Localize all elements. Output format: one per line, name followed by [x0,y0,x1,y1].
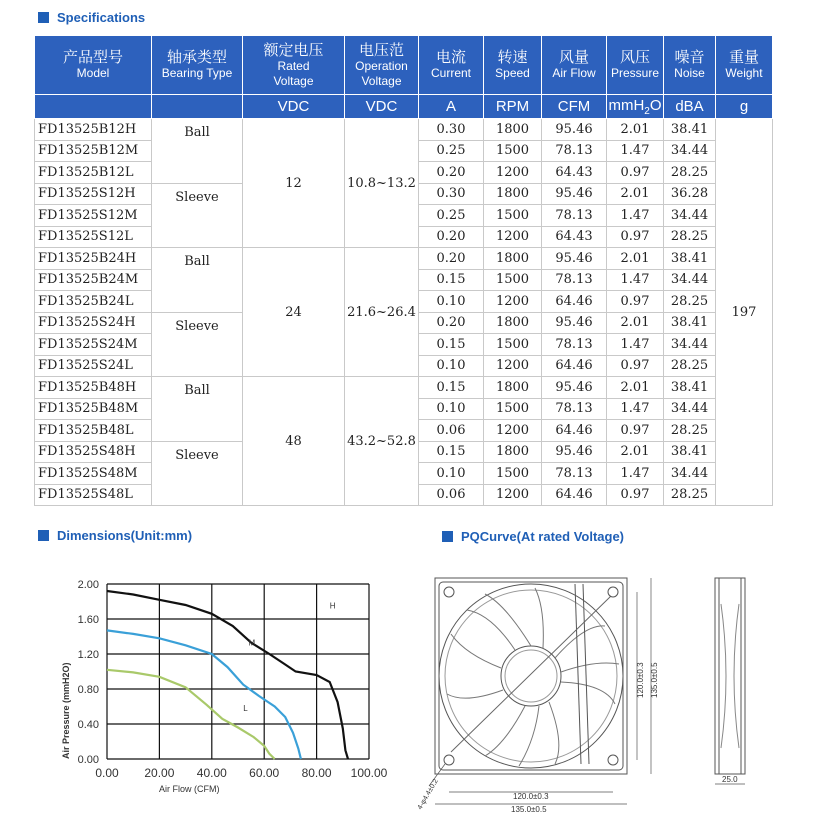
x-tick-label: 100.00 [350,766,388,780]
airflow-cell: 95.46 [542,119,607,141]
model-cell: FD13525S24L [35,355,152,377]
airflow-cell: 64.46 [542,484,607,506]
model-cell: FD13525B48H [35,377,152,399]
speed-cell: 1200 [484,484,542,506]
blade [561,663,619,672]
unit-pressure [607,95,664,119]
current-cell: 0.10 [419,463,484,485]
header-zh: 噪音 [674,49,705,66]
series-label-m: M [248,638,256,648]
header-zh: 电流 [435,49,466,66]
dim-width-outer: 135.0±0.5 [511,805,547,814]
rated-voltage-cell: 24 [243,248,345,377]
header-en: Pressure [610,66,660,80]
header-zh: 风压 [619,49,650,66]
noise-cell: 34.44 [664,205,716,227]
bullet-square-icon [442,531,453,542]
speed-cell: 1200 [484,420,542,442]
unit-row [35,95,773,119]
dim-thickness: 25.0 [722,775,738,784]
unit-blank [35,95,152,119]
pressure-cell: 2.01 [607,119,664,141]
header-en: Voltage [273,73,314,88]
pressure-cell: 1.47 [607,205,664,227]
speed-cell: 1200 [484,355,542,377]
pressure-cell: 1.47 [607,398,664,420]
speed-cell: 1500 [484,269,542,291]
airflow-cell: 78.13 [542,334,607,356]
y-tick-label: 0.00 [77,754,99,766]
current-cell: 0.30 [419,119,484,141]
unit-weight: g [716,95,773,119]
bearing-cell: Sleeve [152,183,243,248]
fan-hub-inner [505,650,557,702]
current-cell: 0.15 [419,377,484,399]
mount-hole [608,587,618,597]
current-cell: 0.20 [419,226,484,248]
airflow-cell: 78.13 [542,205,607,227]
model-cell: FD13525B48M [35,398,152,420]
wire-channel [575,584,581,764]
series-line-l [107,670,275,759]
table-row [35,119,773,141]
current-cell: 0.25 [419,140,484,162]
model-cell: FD13525S12M [35,205,152,227]
fan-front-view [435,578,627,774]
speed-cell: 1800 [484,119,542,141]
dim-width-inner: 120.0±0.3 [513,792,549,801]
bullet-square-icon [38,530,49,541]
model-cell: FD13525S48M [35,463,152,485]
dim-height-inner: 120.0±0.3 [636,662,645,698]
table-row [35,248,773,270]
pressure-cell: 0.97 [607,355,664,377]
current-cell: 0.20 [419,162,484,184]
pressure-cell: 0.97 [607,162,664,184]
fan-side-view [715,578,745,784]
airflow-cell: 95.46 [542,248,607,270]
pqcurve-title: PQCurve(At rated Voltage) [461,529,625,544]
airflow-cell: 64.43 [542,162,607,184]
model-cell: FD13525B24M [35,269,152,291]
speed-cell: 1800 [484,441,542,463]
noise-cell: 34.44 [664,334,716,356]
mount-hole [608,755,618,765]
operation-voltage-cell: 10.8~13.2 [345,119,419,248]
unit-rated: VDC [243,95,345,119]
current-cell: 0.15 [419,334,484,356]
airflow-cell: 78.13 [542,463,607,485]
specifications-title: Specifications [57,10,146,25]
header-airflow [542,36,607,95]
airflow-cell: 64.46 [542,420,607,442]
header-en: Rated [277,58,310,73]
model-cell: FD13525B12L [35,162,152,184]
x-tick-label: 20.00 [144,766,175,780]
table-row [35,377,773,399]
noise-cell: 38.41 [664,441,716,463]
y-tick-label: 2.00 [77,579,99,591]
current-cell: 0.06 [419,420,484,442]
noise-cell: 28.25 [664,420,716,442]
fan-hub [501,646,561,706]
operation-voltage-cell: 43.2~52.8 [345,377,419,506]
y-tick-label: 1.20 [77,649,99,661]
pressure-cell: 2.01 [607,377,664,399]
speed-cell: 1500 [484,140,542,162]
header-pressure [607,36,664,95]
header-zh: 重量 [728,49,759,66]
unit-sub: 2 [644,105,650,117]
current-cell: 0.25 [419,205,484,227]
bearing-cell: Sleeve [152,312,243,377]
noise-cell: 28.25 [664,484,716,506]
airflow-cell: 95.46 [542,312,607,334]
airflow-cell: 78.13 [542,140,607,162]
noise-cell: 38.41 [664,312,716,334]
airflow-cell: 64.43 [542,226,607,248]
x-axis-label: Air Flow (CFM) [159,784,220,794]
current-cell: 0.10 [419,398,484,420]
speed-cell: 1500 [484,463,542,485]
noise-cell: 38.41 [664,248,716,270]
airflow-cell: 95.46 [542,377,607,399]
airflow-cell: 64.46 [542,355,607,377]
speed-cell: 1200 [484,226,542,248]
unit-o: O [649,96,662,114]
x-tick-label: 0.00 [95,766,119,780]
bearing-cell: Ball [152,248,243,313]
weight-cell: 197 [716,119,773,506]
header-operation-voltage [345,36,419,95]
dimension-drawing [415,564,815,820]
unit-speed: RPM [484,95,542,119]
header-en: Bearing Type [161,66,233,80]
specifications-heading [38,10,145,25]
series-line-m [107,630,301,759]
speed-cell: 1200 [484,162,542,184]
model-cell: FD13525B48L [35,420,152,442]
speed-cell: 1800 [484,248,542,270]
bearing-cell: Ball [152,377,243,442]
header-en: Model [76,66,110,80]
noise-cell: 36.28 [664,183,716,205]
speed-cell: 1500 [484,205,542,227]
header-speed [484,36,542,95]
y-tick-label: 0.40 [77,719,99,731]
pressure-cell: 1.47 [607,463,664,485]
airflow-cell: 95.46 [542,441,607,463]
unit-blank [152,95,243,119]
mount-hole [444,587,454,597]
y-tick-label: 0.80 [77,684,99,696]
bearing-cell: Ball [152,119,243,184]
noise-cell: 28.25 [664,226,716,248]
model-cell: FD13525S12L [35,226,152,248]
header-weight [716,36,773,95]
unit-airflow: CFM [542,95,607,119]
noise-cell: 34.44 [664,269,716,291]
pressure-cell: 0.97 [607,226,664,248]
unit-operation: VDC [345,95,419,119]
header-en: Noise [674,66,705,80]
airflow-cell: 95.46 [542,183,607,205]
noise-cell: 28.25 [664,162,716,184]
blade [535,588,543,648]
current-cell: 0.06 [419,484,484,506]
speed-cell: 1800 [484,183,542,205]
mounting-hole-label: 4-φ4.4±0.2 [416,777,440,811]
rated-voltage-cell: 48 [243,377,345,506]
model-cell: FD13525B24L [35,291,152,313]
header-zh: 电压范 [358,41,404,59]
blade [555,626,605,658]
dimensions-heading [38,528,192,543]
pressure-cell: 1.47 [607,269,664,291]
rated-voltage-cell: 12 [243,119,345,248]
specification-table [34,35,773,506]
series-label-l: L [243,703,248,713]
airflow-cell: 64.46 [542,291,607,313]
header-rated-voltage [243,36,345,95]
current-cell: 0.20 [419,248,484,270]
noise-cell: 34.44 [664,140,716,162]
pressure-cell: 1.47 [607,140,664,162]
model-cell: FD13525S12H [35,183,152,205]
header-row [35,36,773,95]
speed-cell: 1200 [484,291,542,313]
noise-cell: 28.25 [664,355,716,377]
model-cell: FD13525S48L [35,484,152,506]
header-current [419,36,484,95]
pqcurve-heading [442,529,624,544]
y-tick-label: 1.60 [77,614,99,626]
x-tick-label: 40.00 [196,766,227,780]
speed-cell: 1800 [484,377,542,399]
dim-height-outer: 135.0±0.5 [650,662,659,698]
noise-cell: 38.41 [664,119,716,141]
noise-cell: 34.44 [664,398,716,420]
pressure-cell: 2.01 [607,183,664,205]
pressure-cell: 2.01 [607,312,664,334]
model-cell: FD13525B12M [35,140,152,162]
current-cell: 0.10 [419,291,484,313]
header-zh: 轴承类型 [166,49,227,66]
wire-channel [583,584,589,764]
airflow-cell: 78.13 [542,398,607,420]
current-cell: 0.20 [419,312,484,334]
unit-noise: dBA [664,95,716,119]
header-zh: 额定电压 [263,41,324,59]
model-cell: FD13525S24M [35,334,152,356]
noise-cell: 34.44 [664,463,716,485]
dimensions-title: Dimensions(Unit:mm) [57,528,193,543]
model-cell: FD13525B12H [35,119,152,141]
frame-outline [435,578,627,774]
current-cell: 0.30 [419,183,484,205]
bullet-square-icon [38,12,49,23]
model-cell: FD13525S24H [35,312,152,334]
current-cell: 0.15 [419,269,484,291]
noise-cell: 28.25 [664,291,716,313]
speed-cell: 1500 [484,398,542,420]
model-cell: FD13525B24H [35,248,152,270]
strut [451,596,611,752]
header-zh: 产品型号 [62,49,123,66]
blade [485,594,531,646]
operation-voltage-cell: 21.6~26.4 [345,248,419,377]
y-axis-label: Air Pressure (mmH2O) [61,662,71,759]
blade [549,702,559,764]
header-en: Weight [725,66,763,80]
header-zh: 风量 [558,49,589,66]
airflow-cell: 78.13 [542,269,607,291]
blade [467,610,515,650]
header-en: Operation [355,58,408,73]
series-label-h: H [329,601,336,611]
header-model [35,36,152,95]
speed-cell: 1500 [484,334,542,356]
pressure-cell: 0.97 [607,291,664,313]
pressure-cell: 1.47 [607,334,664,356]
pressure-cell: 0.97 [607,420,664,442]
blade [519,706,539,766]
current-cell: 0.10 [419,355,484,377]
bearing-cell: Sleeve [152,441,243,506]
pq-chart [52,570,392,806]
header-en: Current [430,66,471,80]
pressure-cell: 2.01 [607,248,664,270]
x-tick-label: 60.00 [249,766,280,780]
header-en: Air Flow [552,66,596,80]
mount-hole [444,755,454,765]
header-bearing [152,36,243,95]
header-noise [664,36,716,95]
pressure-cell: 0.97 [607,484,664,506]
model-cell: FD13525S48H [35,441,152,463]
x-tick-label: 80.00 [301,766,332,780]
unit-current: A [419,95,484,119]
blade [447,690,503,698]
header-en: Speed [495,66,530,80]
current-cell: 0.15 [419,441,484,463]
header-en: Voltage [361,73,402,88]
noise-cell: 38.41 [664,377,716,399]
blade [561,682,615,704]
unit-mmh: mmH [608,96,645,114]
specification-body [35,119,773,506]
speed-cell: 1800 [484,312,542,334]
pressure-cell: 2.01 [607,441,664,463]
header-zh: 转速 [497,49,528,66]
blade [451,634,501,668]
